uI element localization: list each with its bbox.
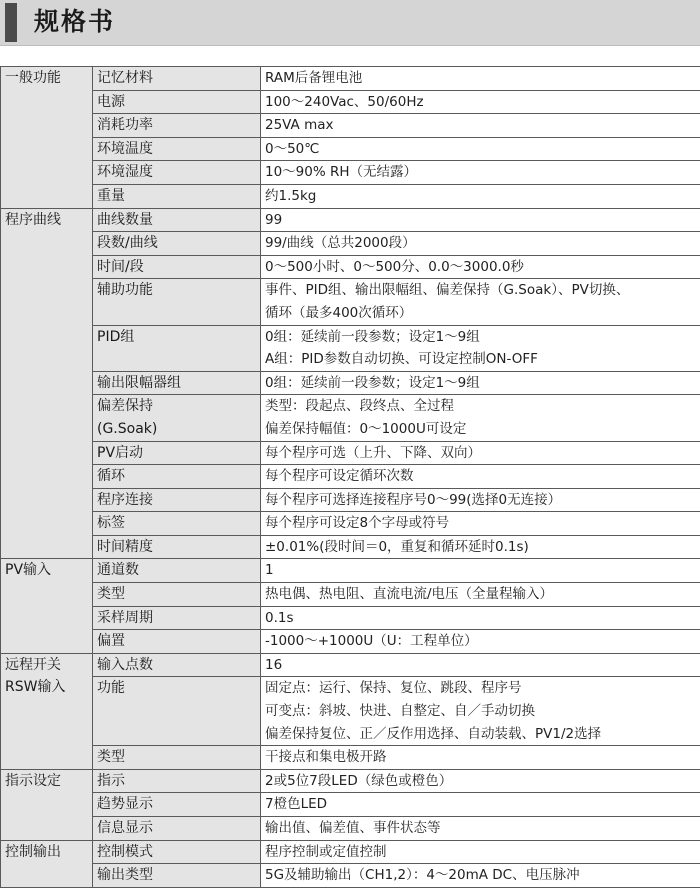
spec-item	[93, 817, 261, 841]
spec-item	[93, 606, 261, 630]
section-label	[1, 769, 93, 840]
spec-value-line: 类型：段起点、段终点、全过程	[265, 398, 454, 415]
spec-item	[93, 746, 261, 770]
spec-row	[1, 395, 700, 441]
spec-item-line: (G.Soak)	[97, 420, 158, 437]
spec-item-line: PID组	[97, 328, 135, 345]
spec-value-line: 约1.5kg	[265, 187, 317, 204]
spec-value-line: 99	[265, 211, 283, 228]
section-label	[1, 208, 93, 559]
spec-value-line: 可变点：斜坡、快进、自整定、自／手动切换	[265, 703, 535, 720]
spec-item	[93, 864, 261, 888]
spec-item-line: 程序连接	[97, 491, 153, 508]
spec-value-line: 10～90% RH（无结露）	[265, 164, 418, 181]
spec-value-line: 固定点：运行、保持、复位、跳段、程序号	[265, 680, 522, 697]
spec-row	[1, 161, 700, 185]
spec-value-line: 每个程序可选（上升、下降、双向）	[265, 444, 481, 461]
spec-value-line: 0组：延续前一段参数；设定1～9组	[265, 374, 480, 391]
spec-value	[261, 864, 700, 888]
spec-item	[93, 395, 261, 441]
spec-row	[1, 840, 700, 864]
spec-item-line: 偏置	[97, 633, 125, 650]
spec-value-line: 7橙色LED	[265, 796, 328, 813]
spec-value-line: 热电偶、热电阻、直流电流/电压（全量程输入）	[265, 586, 554, 603]
spec-value-line: 0.1s	[265, 609, 294, 626]
spec-table	[0, 66, 700, 888]
spec-item	[93, 161, 261, 185]
spec-item	[93, 465, 261, 489]
spec-value	[261, 232, 700, 256]
spec-item-line: 偏差保持	[97, 398, 153, 415]
spec-value	[261, 161, 700, 185]
spec-value-line: 0～50℃	[265, 140, 320, 157]
spec-value-line: 每个程序可设定循环次数	[265, 468, 414, 485]
spec-value	[261, 67, 700, 91]
spec-item	[93, 67, 261, 91]
spec-item	[93, 793, 261, 817]
spec-item-line: 标签	[97, 515, 125, 532]
spec-row	[1, 325, 700, 371]
spec-value-line: ±0.01%(段时间＝0，重复和循环延时0.1s)	[265, 538, 529, 555]
spec-value-line: 100～240Vac、50/60Hz	[265, 93, 424, 110]
spec-item	[93, 255, 261, 279]
spec-item	[93, 441, 261, 465]
spec-item-line: 循环	[97, 468, 125, 485]
spec-item-line: 趋势显示	[97, 796, 153, 813]
spec-item-line: 环境湿度	[97, 164, 153, 181]
spec-row	[1, 184, 700, 208]
spec-item-line: PV启动	[97, 444, 144, 461]
spec-value-line: 干接点和集电极开路	[265, 749, 387, 766]
spec-item-line: 记忆材料	[97, 70, 153, 86]
spec-item-line: 类型	[97, 749, 125, 766]
spec-value-line: 16	[265, 656, 283, 673]
spec-item-line: 时间/段	[97, 258, 144, 275]
spec-value	[261, 90, 700, 114]
spec-item-line: 采样周期	[97, 609, 153, 626]
spec-row	[1, 512, 700, 536]
spec-item	[93, 232, 261, 256]
spec-value	[261, 840, 700, 864]
spec-row	[1, 232, 700, 256]
spec-value-line: 每个程序可选择连接程序号0～99(选择0无连接）	[265, 491, 562, 508]
spec-row	[1, 535, 700, 559]
spec-item	[93, 535, 261, 559]
spec-item	[93, 583, 261, 607]
spec-row	[1, 465, 700, 489]
spec-value	[261, 395, 700, 441]
spec-value-line: 25VA max	[265, 117, 334, 134]
spec-item-line: 指示	[97, 772, 125, 789]
spec-item	[93, 488, 261, 512]
spec-row	[1, 606, 700, 630]
section-label-line: PV输入	[5, 562, 52, 579]
spec-row	[1, 817, 700, 841]
spec-row	[1, 769, 700, 793]
spec-value	[261, 255, 700, 279]
spec-value-line: 2或5位7段LED（绿色或橙色）	[265, 772, 453, 789]
spec-item-line: 环境温度	[97, 140, 153, 157]
spec-value-line: RAM后备锂电池	[265, 70, 363, 86]
spec-item	[93, 769, 261, 793]
spec-item	[93, 371, 261, 395]
spec-row	[1, 114, 700, 138]
spec-value	[261, 208, 700, 232]
spec-row	[1, 67, 700, 91]
spec-item	[93, 512, 261, 536]
spec-value-line: 0组：延续前一段参数；设定1～9组	[265, 328, 480, 345]
spec-value-line: 循环（最多400次循环）	[265, 304, 413, 321]
spec-item-line: 控制模式	[97, 843, 153, 860]
section-label-line: 控制输出	[5, 843, 61, 860]
spec-item	[93, 630, 261, 654]
spec-value-line: 1	[265, 562, 274, 579]
spec-value-line: 偏差保持复位、正／反作用选择、自动装载、PV1/2选择	[265, 725, 602, 742]
spec-value-line: 程序控制或定值控制	[265, 843, 387, 860]
spec-value	[261, 583, 700, 607]
spec-value-line: -1000～+1000U（U：工程单位）	[265, 633, 478, 650]
spec-item-line: 输入点数	[97, 656, 153, 673]
spec-row	[1, 279, 700, 325]
spec-value	[261, 184, 700, 208]
page-title: 规格书	[34, 7, 116, 36]
spec-value-line: 事件、PID组、输出限幅组、偏差保持（G.Soak）、PV切换、	[265, 282, 630, 299]
spec-row	[1, 208, 700, 232]
spec-item-line: 时间精度	[97, 538, 153, 555]
spec-row	[1, 441, 700, 465]
spec-value	[261, 606, 700, 630]
spec-value	[261, 279, 700, 325]
spec-item-line: 输出类型	[97, 867, 153, 884]
section-label	[1, 840, 93, 887]
spec-row	[1, 488, 700, 512]
spec-value	[261, 441, 700, 465]
spec-item	[93, 184, 261, 208]
spec-item	[93, 90, 261, 114]
spec-value	[261, 325, 700, 371]
section-label	[1, 559, 93, 653]
spec-row	[1, 255, 700, 279]
spec-item	[93, 208, 261, 232]
spec-value	[261, 559, 700, 583]
spec-row	[1, 137, 700, 161]
spec-row	[1, 864, 700, 888]
spec-item-line: 重量	[97, 187, 125, 204]
spec-item-line: 段数/曲线	[97, 235, 158, 252]
spec-value	[261, 793, 700, 817]
section-label-line: 一般功能	[5, 70, 61, 86]
spec-value	[261, 769, 700, 793]
spec-item-line: 信息显示	[97, 820, 153, 836]
spec-value-line: 输出值、偏差值、事件状态等	[265, 820, 441, 836]
spec-value	[261, 677, 700, 746]
spec-row	[1, 630, 700, 654]
spec-item	[93, 114, 261, 138]
spec-row	[1, 583, 700, 607]
spec-value	[261, 465, 700, 489]
spec-item-line: 功能	[97, 680, 125, 697]
spec-value	[261, 746, 700, 770]
spec-item	[93, 279, 261, 325]
spec-item	[93, 137, 261, 161]
spec-value-line: 99/曲线（总共2000段）	[265, 235, 416, 252]
spec-value-line: 0～500小时、0～500分、0.0～3000.0秒	[265, 258, 524, 275]
page-header	[0, 0, 700, 46]
spec-item	[93, 840, 261, 864]
section-label-line: 远程开关	[5, 656, 61, 673]
spec-item-line: 辅助功能	[97, 282, 153, 299]
spec-value	[261, 630, 700, 654]
spec-row	[1, 90, 700, 114]
spec-item-line: 类型	[97, 586, 125, 603]
spec-value	[261, 512, 700, 536]
spec-value	[261, 137, 700, 161]
spec-value	[261, 371, 700, 395]
spec-value	[261, 653, 700, 677]
spec-item-line: 曲线数量	[97, 211, 153, 228]
spec-value	[261, 817, 700, 841]
spec-item	[93, 325, 261, 371]
spec-row	[1, 371, 700, 395]
spec-item	[93, 677, 261, 746]
spec-value	[261, 488, 700, 512]
spec-row	[1, 653, 700, 677]
section-label-line: 指示设定	[5, 772, 61, 789]
spec-item	[93, 559, 261, 583]
section-label-line: 程序曲线	[5, 211, 61, 228]
header-accent-bar	[5, 3, 17, 42]
spec-item-line: 消耗功率	[97, 117, 153, 134]
spec-value-line: 5G及辅助输出（CH1,2）：4～20mA DC、电压脉冲	[265, 867, 580, 884]
spec-row	[1, 746, 700, 770]
spec-item-line: 输出限幅器组	[97, 374, 181, 391]
section-label	[1, 653, 93, 769]
spec-value-line: 偏差保持幅值：0～1000U可设定	[265, 420, 467, 437]
spec-value-line: A组：PID参数自动切换、可设定控制ON-OFF	[265, 351, 538, 368]
spec-row	[1, 559, 700, 583]
spec-row	[1, 677, 700, 746]
spec-item-line: 电源	[97, 93, 125, 110]
spec-value-line: 每个程序可设定8个字母或符号	[265, 515, 450, 532]
section-label-line: RSW输入	[5, 679, 66, 696]
section-label	[1, 67, 93, 209]
spec-item	[93, 653, 261, 677]
spec-value	[261, 535, 700, 559]
spec-row	[1, 793, 700, 817]
spec-value	[261, 114, 700, 138]
spec-item-line: 通道数	[97, 562, 139, 579]
